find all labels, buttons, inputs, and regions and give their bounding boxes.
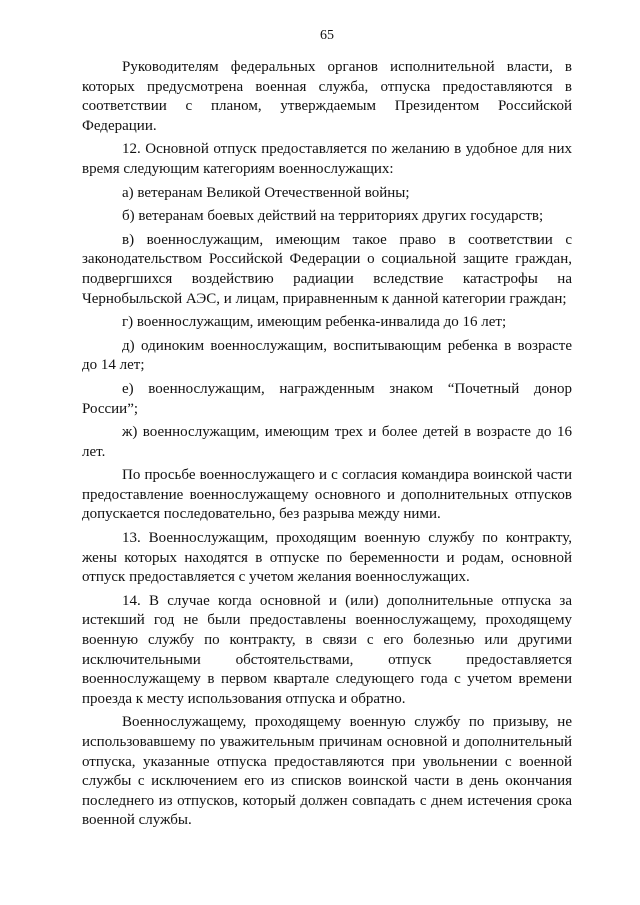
paragraph-item-12: 12. Основной отпуск предоставляется по желанию в удобное для них время следующим категориям военнослужащих: xyxy=(82,141,572,177)
paragraph-item-13: 13. Военнослужащим, проходящим военную службу по контракту, жены которых находятся в отпуске по беременности и родам, основной отпуск предоставляется с учетом желания военнослужащих. xyxy=(82,530,572,586)
list-item-g: г) военнослужащим, имеющим ребенка-инвалида до 16 лет; xyxy=(122,314,507,331)
paragraph-heads-of-federal-bodies: Руководителям федеральных органов исполнительной власти, в которых предусмотрена военная служба, отпуска предоставляются в соответствии с планом, утверждаемым Президентом Российской Федерации. xyxy=(82,59,572,134)
list-item-zh: ж) военнослужащим, имеющим трех и более детей в возрасте до 16 лет. xyxy=(82,424,572,460)
list-item-v: в) военнослужащим, имеющим такое право в соответствии с законодательством Российской Федерации о социальной защите граждан, подвергшихся воздействию радиации вследствие катастрофы на Чернобыльской АЭС, и лицам, приравненным к данной категории граждан; xyxy=(82,231,572,307)
page-number: 65 xyxy=(320,28,334,43)
list-item-a: а) ветеранам Великой Отечественной войны; xyxy=(122,184,410,201)
list-item-d: д) одиноким военнослужащим, воспитывающим ребенка в возрасте до 14 лет; xyxy=(82,337,572,374)
paragraph-conscripts: Военнослужащему, проходящему военную службу по призыву, не использовавшему по уважительным причинам основной и дополнительный отпуска, указанные отпуска предоставляются при увольнении с военной службы с исключением его из списков воинской части в день окончания последнего из отпусков, который должен совпадать с днем истечения срока военной службы. xyxy=(82,714,572,829)
paragraph-consecutive-leave: По просьбе военнослужащего и с согласия командира воинской части предоставление военнослужащему основного и дополнительных отпусков допускается последовательно, без разрыва между ними. xyxy=(82,467,572,523)
paragraph-item-14: 14. В случае когда основной и (или) дополнительные отпуска за истекший год не были предоставлены военнослужащему, проходящему военную службу по контракту, в связи с его болезнью или другими исключительными обстоятельствами, отпуск предоставляется военнослужащему в первом квартале следующего года с учетом времени проезда к месту использования отпуска и обратно. xyxy=(82,592,572,707)
list-item-e: е) военнослужащим, награжденным знаком “Почетный донор России”; xyxy=(82,380,572,417)
document-body xyxy=(82,58,572,831)
list-item-b: б) ветеранам боевых действий на территориях других государств; xyxy=(122,208,544,225)
